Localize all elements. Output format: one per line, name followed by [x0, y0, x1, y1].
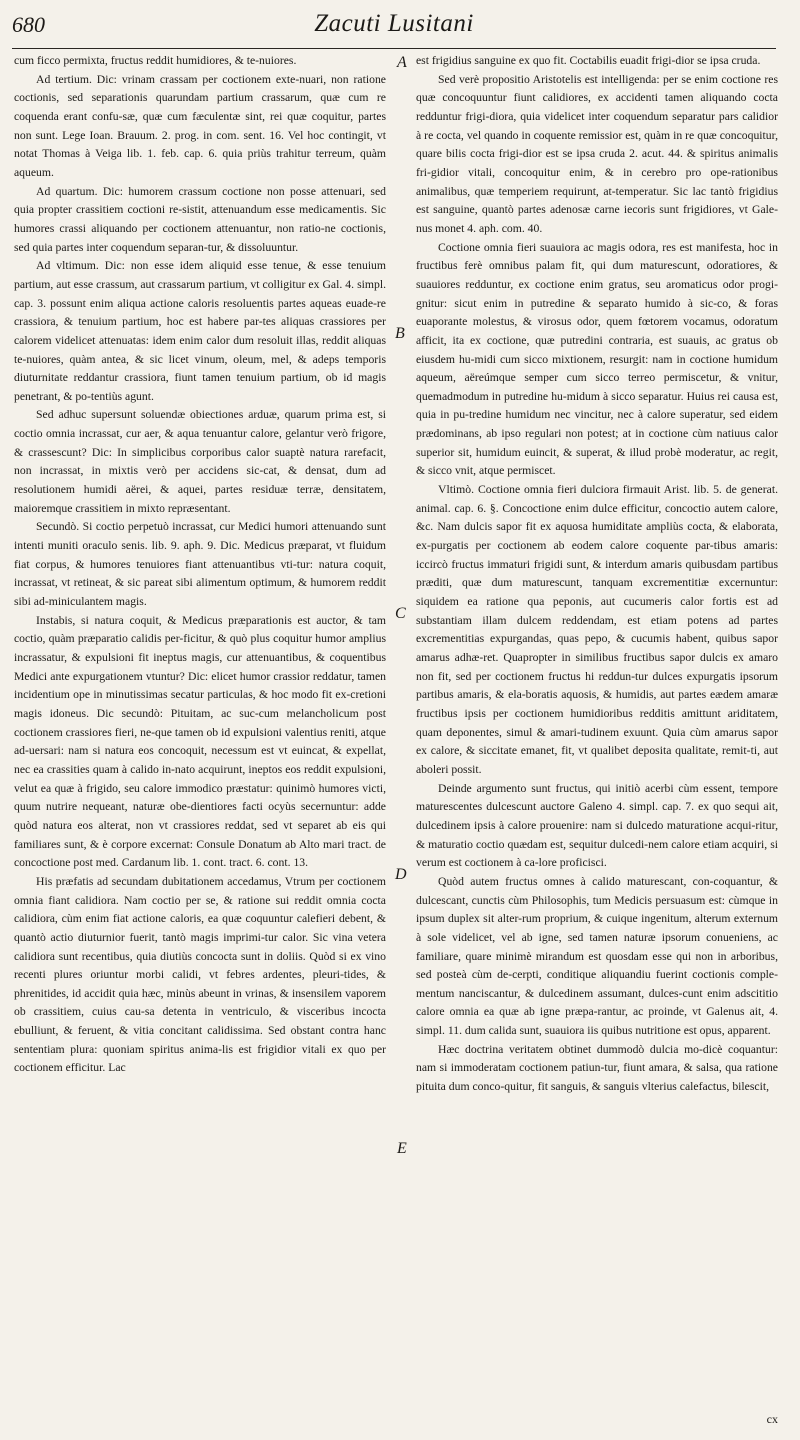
left-column: [14, 52, 386, 1418]
paragraph: Ad quartum. Dic: humorem crassum coctione non posse attenuari, sed quia propter crassitiem coctioni re-sistit, attenuandum esse medicamentis. Sic humores crassi aliquando per coctionem attenuantur, non ratio-ne coctionis, sed quia partes inter coquendum separan-tur, & dissoluuntur.: [14, 184, 386, 254]
paragraph: Ad tertium. Dic: vrinam crassam per coctionem exte-nuari, non ratione coctionis, sed separationis quarundam partium crassarum, quæ cum re coquenda erant confu-sæ, quæ cum fæculentæ sint, rei quæ coquitur, partes non sunt. Lege Ioan. Brauum. 2. prog. in com. sent. 16. Vel hoc contingit, vt notat Thomas à Veiga lib. 1. feb. cap. 6. quia priùs trahitur terreum, quàm aqueum.: [14, 72, 386, 179]
paragraph: Secundò. Si coctio perpetuò incrassat, cur Medici humori attenuando sunt intenti muniti oraculo senis. lib. 9. aph. 9. Dic. Medicus præparat, vt fluidum fiat corpus, & humores tenuiores fiant attenuantibus vti-tur: natura coquit, incrassat, vt retineat, & sic pareat sibi alimentum optimum, & humorem reddit sibi ad-miniculantem magis.: [14, 520, 386, 609]
paragraph: Deinde argumento sunt fructus, qui initiò acerbi cùm essent, tempore maturescentes dulcescunt auctore Galeno 4. simpl. cap. 7. ex quo sequi ait, dulcedinem ipsis à calore prouenire: nam si dulcedo maturatione acqui-ritur, & maturatio coctio quædam est, sequitur dulcedi-nem calore etiam acquiri, si verum est coctionem à ca-lore proficisci.: [416, 781, 778, 870]
paragraph: Ad vltimum. Dic: non esse idem aliquid esse tenue, & esse tenuium partium, aut esse crassum, aut crassarum partium, vt colligitur ex Gal. 4. simpl. cap. 3. possunt enim aliqua actione caloris resoluentis partes aqueas euade-re crassiora, & tenuium partium, hoc est habere par-tes aliquas crassiores per calorem videlicet attenuatas: idem enim calor dum resoluit illas, reddit aliquas te-nuiores, quàm antea, & sic licet vinum, oleum, mel, & adeps temporis diuturnitate reddantur crassiora, fiunt tamen tenuium partium, ob id magis penetrant, & po-tentiùs agunt.: [14, 259, 386, 403]
paragraph: Vltimò. Coctione omnia fieri dulciora firmauit Arist. lib. 5. de generat. animal. cap. 6. §. Concoctione enim dulce efficitur, concoctio autem calore, &c. Nam dulcis sapor fit ex aquosa humiditate ampliùs cocta, & elaborata, ex-purgatis per coctionem ab eodem calore coquente par-tibus amaris: iccircò fructus immaturi frigidi sunt, & interdum amaris quibusdam partibus præditi, quæ dum maturescunt, tanquam excrementitiæ excernuntur: siquidem ea ratione qua peponis, aut cucumeris calor fortis est ad substantiam illam dulcem reddendam, est etiam potens ad partes excrementitias expurgandas, quas pepo, & cucumis habent, quibus sapor amarus adhæ-ret. Quapropter in similibus fructibus sapor dulcis ex amaro non fit, sed per coctionem fructus hi reddun-tur dulces expurgatis ipsorum partibus amaris, & ela-boratis aquosis, & humidis, aut partes eædem amaræ fructibus ipsis per coctionem humidioribus redditis amittunt ariditatem, quam deponentes, simul & amari-tudinem exuunt. Quia cùm amarus sapor ex calore, & siccitate emanet, fit, vt qualibet deposita qualitate, remit-ti, aut aboleri possit.: [416, 483, 778, 776]
right-column: [416, 52, 778, 1418]
margin-letter-b: B: [395, 325, 405, 342]
margin-letter-c: C: [395, 605, 406, 622]
paragraph: Sed adhuc supersunt soluendæ obiectiones arduæ, quarum prima est, si coctio omnia incrassat, cur aer, & aqua tenuantur calore, gelantur verò frigore, & crassescunt? Dic: In simplicibus corporibus calor suaptè natura rarefacit, non incrassat, in mixtis verò per accidens sic-cat, & densat, dum ad resolutionem humidi aërei, & aquei, partes residuæ terræ, densitatem, maioremque crassitiem in mixto repræsentant.: [14, 408, 386, 515]
paragraph: Sed verè propositio Aristotelis est intelligenda: per se enim coctione res quæ concoquuntur fiunt calidiores, ex accidenti tamen aliquando cocta redduntur frigi-diora, quia videlicet inter coquendum separatur pars calidior à re cocta, vel quando in coquente remissior est, quàm in re quæ concoquitur, quare bilis cocta frigi-dior est se ipsa cruda 2. acut. 44. & spiritus animalis fri-gidior vitali, concoquitur enim, & in cerebro pro ope-rationibus animalibus, quæ temperiem requirunt, at-temperatur. Sic lac tantò frigidius est sanguine, quantò partes adenosæ carne iecoris sunt frigidiores, vt Gale-nus monet 4. aph. com. 40.: [416, 72, 778, 235]
margin-letter-d: D: [395, 866, 407, 883]
paragraph: est frigidius sanguine ex quo fit. Coctabilis euadit frigi-dior se ipsa cruda.: [416, 54, 761, 67]
paragraph: Coctione omnia fieri suauiora ac magis odora, res est manifesta, hoc in fructibus ferè omnibus palam fit, qui dum maturescunt, odoratiores, & suauiores redduntur, ex coctione enim gratus, seu aromaticus odor progi-gnitur: sicut enim in putredine & separato humido à sic-co, & foras euaporante molestus, & virosus odor, quem fœtorem vocamus, odoratum afficit, ita ex coctione, quæ putredini contraria, est suauis, ac gratus ob eiusdem hu-midi cum sicco mixtionem, resurgit: nam in coctione humidum aqueum, aëreúmque semper cum sicco terreo permiscetur, & vnitur, quemadmodum in putredine hu-midum à sicco separatur. Huius rei causa est, quia in pu-tredine humidum nec vincitur, nec à calore superatur, sed eidem prædominans, ab ipso regulari non potest; at in coctione cùm natiuus calor superior sit, humidum euincit, & superat, & illud probè moderatur, ac regit, & sicco vnit, atque permiscet.: [416, 240, 778, 478]
page-header: [12, 8, 776, 49]
paragraph: Instabis, si natura coquit, & Medicus præparationis est auctor, & tam coctio, quàm præparatio calidis per-ficitur, & quò plus coquitur humor amplius incrassatur, & expulsioni fit ineptus magis, cur attenuantibus, & coquentibus Medici ante expurgationem vtuntur? Dic: elicet humor crassior reddatur, tamen incidentium ope in minutissimas secatur particulas, & hoc modo fit ex-cretioni magis idoneus. Dic secundò: Pituitam, ac suc-cum melancholicum post coctionem crassiores fieri, ne-que tamen ob id expulsioni valentius reniti, atque ad-uersari: nam si natura eos concoquit, necessum est vt euincat, & expellat, nec ea crassities quam à calido in-nato acquirunt, ineptos eos reddit expulsioni, velut ea quæ à frigido, seu calore immodico præstatur: quinimò humores victi, quum nutrire nequeant, naturæ obe-dientiores facti ocyùs secernuntur: adde quòd natura eos alterat, non vt crassiores reddat, sed vt separet ab eis qui familiares sunt, & è corpore excernat: Consule Donatum ab Alto mari tract. de concoctione post med. Cardanum lib. 1. cont. tract. 6. cont. 13.: [14, 613, 386, 870]
paragraph: cum ficco permixta, fructus reddit humidiores, & te-nuiores.: [14, 54, 297, 67]
paragraph: Quòd autem fructus omnes à calido maturescant, con-coquantur, & dulcescant, cunctis cùm Philosophis, tum Medicis persuasum est: cùmque in ipsum duplex sit alter-rum proprium, & cuique ingenitum, alterum externum à sole videlicet, vel ab igne, sed tamen naturæ ipsorum conueniens, ac familiare, quare minimè mirandum est quosdam esse qui non in arboribus, sed posteà cùm de-cerpti, conditique aliquandiu fuerint coctionis comple-mentum nanciscantur, & dulcedinem assumant, dulces-cunt enim adscititio calore omnia ea quæ ab igne præpa-rantur, ac proinde, vt Galenus ait, 4. simpl. 11. dum calida sunt, suauiora iis quibus nutritione est opus, apparent.: [416, 874, 778, 1038]
margin-letter-e: E: [397, 1140, 407, 1157]
page-number: 680: [12, 12, 45, 37]
margin-letter-a: A: [397, 54, 407, 71]
paragraph: Hæc doctrina veritatem obtinet dummodò dulcia mo-dicè coquantur: nam si immoderatam coctionem patiun-tur, fiunt amara, & salsa, qua ratione pituita dum conco-quitur, fit sanguis, & sanguis vlterius calefactus, bilescit,: [416, 1042, 778, 1094]
running-head: Zacuti Lusitani: [314, 10, 474, 37]
catchword: cx: [766, 1412, 778, 1426]
paragraph: His præfatis ad secundam dubitationem accedamus, Vtrum per coctionem omnia fiant calidiora. Nam coctio per se, & ratione sui reddit omnia cocta calidiora, cùm enim fiat actione caloris, ea quæ coquuntur calefieri debent, & quantò actio diuturnior fuerit, tantò magis imprimi-tur calor. Sic vina vetera calidiora sunt recentibus, quia diutiùs concocta sunt in doliis. Quòd si ex vino recenti plures oriuntur morbi calidi, vt febres ardentes, pleuri-tides, & phrenitides, id accidit quia hæc, minùs abeunt in vrinas, & insensilem vaporem ob crassitiem, cuius cau-sa detenta in ventriculo, & visceribus incocta ebulliunt, & feruent, & vitia concitant calidissima. Sed obstant contra hanc sententiam plura: quoniam spiritus anima-lis est frigidior vitali ex quo per coctionem efficitur. Lac: [14, 874, 386, 1075]
